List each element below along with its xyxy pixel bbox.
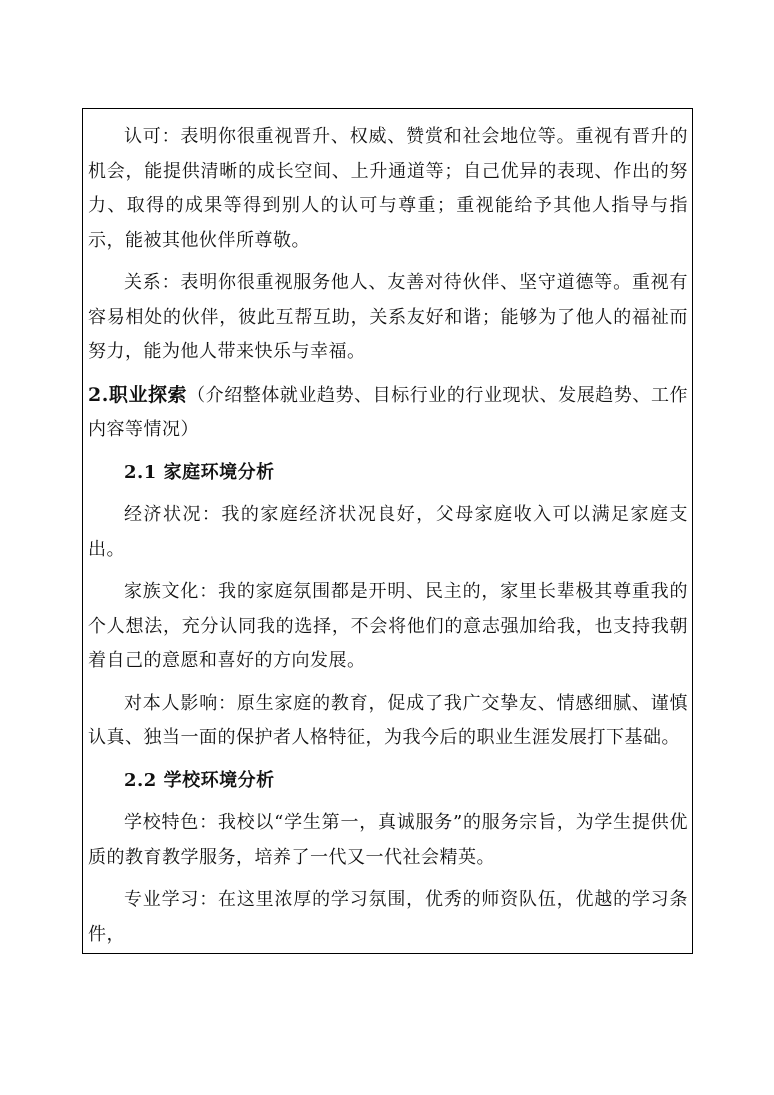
- paragraph-relationship: 关系：表明你很重视服务他人、友善对待伙伴、坚守道德等。重视有容易相处的伙伴，彼此互帮互助，关系友好和谐；能够为了他人的福祉而努力，能为他人带来快乐与幸福。: [88, 272, 688, 362]
- subsection-title-family: 2.1 家庭环境分析: [124, 461, 275, 483]
- section-heading-career-exploration: [88, 378, 688, 448]
- paragraph-school-feature: 学校特色：我校以“学生第一，真诚服务”的服务宗旨，为学生提供优质的教育教学服务，培养了一代又一代社会精英。: [88, 812, 688, 868]
- paragraph-influence: 对本人影响：原生家庭的教育，促成了我广交挚友、情感细腻、谨慎认真、独当一面的保护者人格特征，为我今后的职业生涯发展打下基础。: [88, 692, 688, 748]
- paragraph-study: 专业学习：在这里浓厚的学习氛围，优秀的师资队伍，优越的学习条件，: [88, 889, 688, 945]
- section-heading-text: 2.职业探索: [88, 383, 188, 406]
- section-heading-note: （介绍整体就业趋势、目标行业的行业现状、发展趋势、工作内容等情况）: [88, 384, 688, 440]
- paragraph-economy: 经济状况：我的家庭经济状况良好，父母家庭收入可以满足家庭支出。: [88, 504, 688, 560]
- document-body: [88, 120, 688, 952]
- paragraph-family-culture: 家族文化：我的家庭氛围都是开明、民主的，家里长辈极其尊重我的个人想法，充分认同我的选择，不会将他们的意志强加给我，也支持我朝着自己的意愿和喜好的方向发展。: [88, 581, 688, 671]
- subsection-title-school: 2.2 学校环境分析: [124, 769, 275, 791]
- paragraph-recognition: 认可：表明你很重视晋升、权威、赞赏和社会地位等。重视有晋升的机会，能提供清晰的成长空间、上升通道等；自己优异的表现、作出的努力、取得的成果等得到别人的认可与尊重；重视能给予其他人指导与指示，能被其他伙伴所尊敬。: [88, 126, 688, 251]
